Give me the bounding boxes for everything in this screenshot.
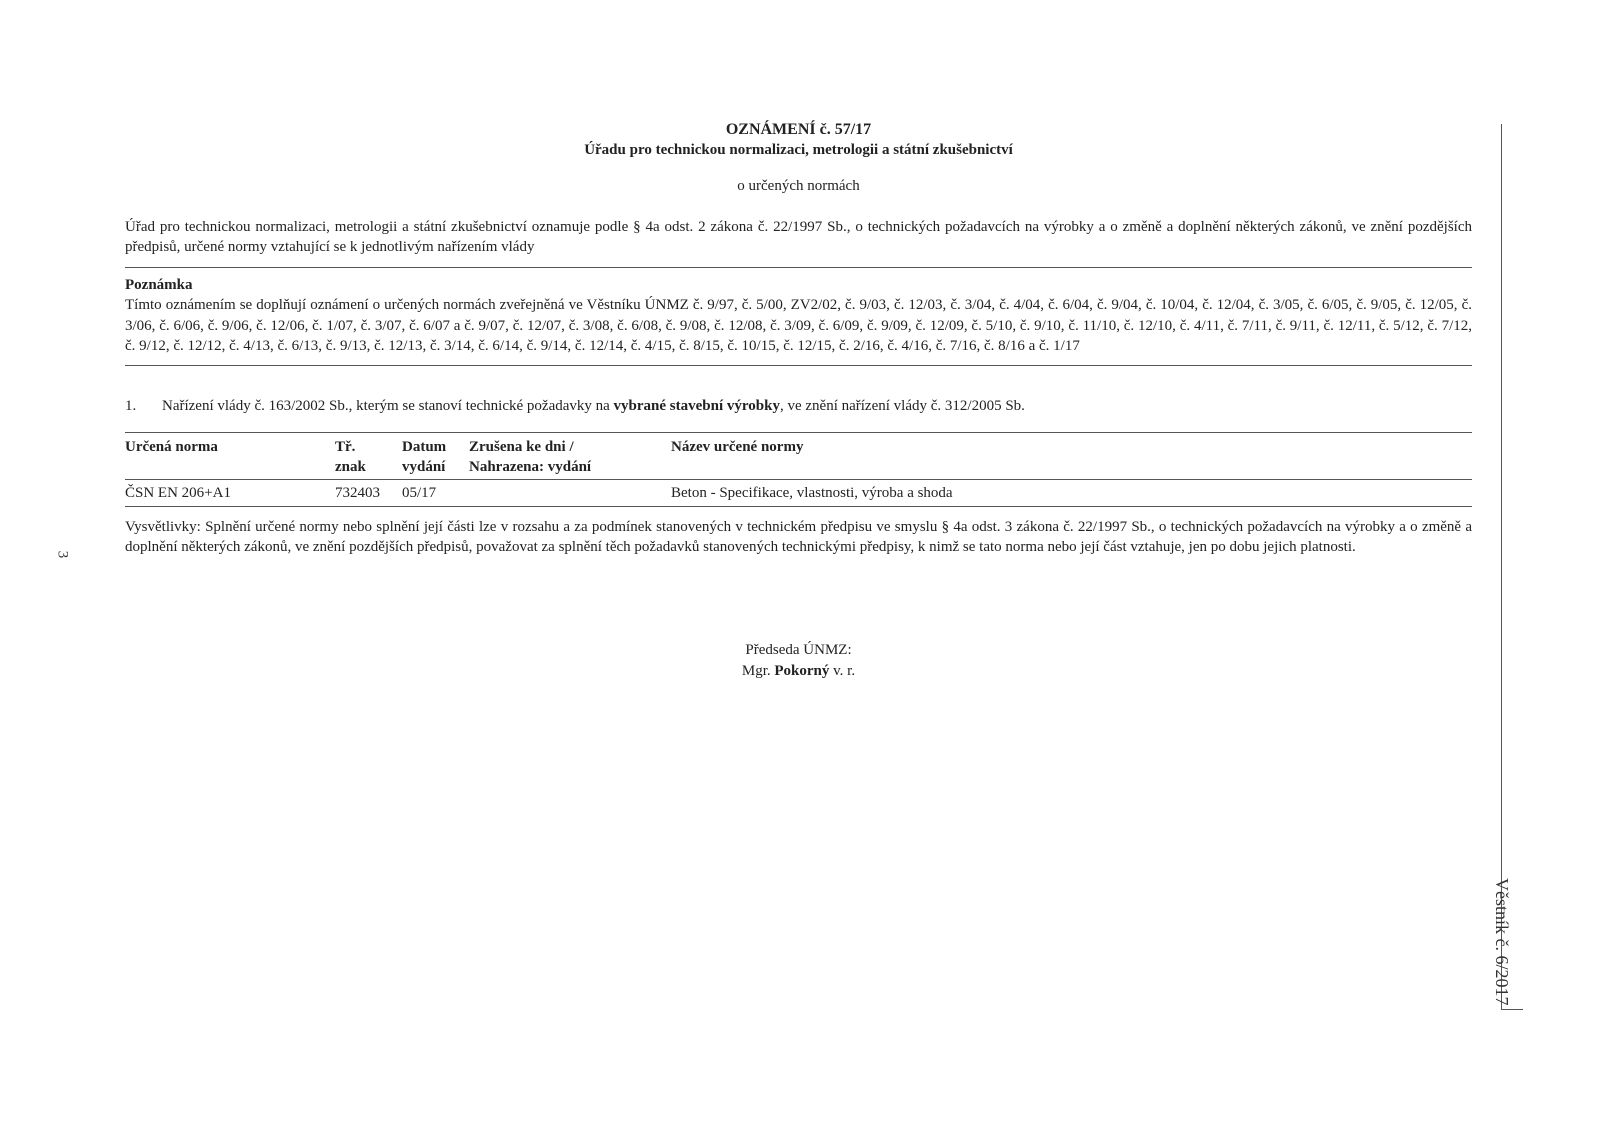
- signature-prefix: Mgr.: [741, 662, 771, 679]
- regulation-text-before: Nařízení vlády č. 163/2002 Sb., kterým se stanoví technické požadavky na: [162, 397, 614, 414]
- regulation-item: [125, 396, 1472, 417]
- table-row: [125, 480, 1472, 507]
- document-body: [125, 120, 1472, 682]
- notice-subject: o určených normách: [737, 178, 860, 194]
- header-cancelled-line1: Zrušena ke dni /: [469, 439, 574, 455]
- header-date: [402, 433, 469, 480]
- notice-title: OZNÁMENÍ č. 57/17: [725, 121, 872, 138]
- signature-suffix: v. r.: [833, 662, 856, 679]
- header-cancelled-line2: Nahrazena: vydání: [469, 459, 592, 475]
- header-class: [335, 433, 402, 480]
- signature-name: Pokorný: [774, 662, 830, 679]
- page-number: 3: [54, 550, 71, 559]
- header-norm: Určená norma: [125, 433, 335, 480]
- signature-block: [125, 640, 1472, 682]
- regulation-text-bold: vybrané stavební výrobky: [613, 397, 780, 414]
- explanation-paragraph: Vysvětlivky: Splnění určené normy nebo splnění její části lze v rozsahu a za podmínek stanovených v technickém předpisu ve smyslu § 4a odst. 3 zákona č. 22/1997 Sb., o technických požadavcích na výrobky a o změně a doplnění některých zákonů, ve znění pozdějších předpisů, považovat za splnění těch požadavků stanovených technickými předpisy, k nimž se tato norma nebo její část vztahuje, jen po dobu jejich platnosti.: [125, 518, 1472, 555]
- header-name: Název určené normy: [671, 433, 1472, 480]
- signature-line: [125, 661, 1472, 682]
- cell-norm: ČSN EN 206+A1: [125, 485, 231, 501]
- cell-name: Beton - Specifikace, vlastnosti, výroba a shoda: [671, 485, 953, 501]
- header-date-line1: Datum: [402, 439, 447, 455]
- regulation-number: 1.: [125, 397, 137, 414]
- intro-paragraph: Úřad pro technickou normalizaci, metrologii a státní zkušebnictví oznamuje podle § 4a odst. 2 zákona č. 22/1997 Sb., o technických požadavcích na výrobky a o změně a doplnění některých zákonů, ve znění pozdějších předpisů, určené normy vztahující se k jednotlivým nařízením vlády: [125, 218, 1472, 255]
- note-box: [125, 267, 1472, 366]
- header-class-line2: znak: [335, 459, 366, 475]
- header-date-line2: vydání: [402, 459, 446, 475]
- cell-cancelled: [469, 480, 671, 507]
- signature-role: Předseda ÚNMZ:: [745, 641, 852, 658]
- side-rule-end: [1501, 1009, 1523, 1010]
- cell-date: 05/17: [402, 485, 437, 501]
- journal-label-text: Věstník č. 6/2017: [1492, 878, 1512, 1006]
- cell-class: 732403: [335, 485, 380, 501]
- norm-table: [125, 432, 1472, 507]
- note-title: Poznámka: [125, 276, 193, 293]
- header-cancelled: [469, 433, 671, 480]
- regulation-text-after: , ve znění nařízení vlády č. 312/2005 Sb.: [779, 397, 1025, 414]
- table-header-row: [125, 433, 1472, 480]
- note-text: Tímto oznámením se doplňují oznámení o určených normách zveřejněná ve Věstníku ÚNMZ č. 9/97, č. 5/00, ZV2/02, č. 9/03, č. 12/03, č. 3/04, č. 4/04, č. 6/04, č. 9/04, č. 10/04, č. 12/04, č. 3/05, č. 6/05, č. 9/05, č. 12/05, č. 3/06, č. 6/06, č. 9/06, č. 12/06, č. 1/07, č. 3/07, č. 6/07 a č. 9/07, č. 12/07, č. 3/08, č. 6/08, č. 9/08, č. 12/08, č. 3/09, č. 6/09, č. 9/09, č. 12/09, č. 5/10, č. 9/10, č. 11/10, č. 12/10, č. 4/11, č. 7/11, č. 9/11, č. 12/11, č. 5/12, č. 7/12, č. 9/12, č. 12/12, č. 4/13, č. 6/13, č. 9/13, č. 12/13, č. 3/14, č. 6/14, č. 9/14, č. 12/14, č. 4/15, č. 8/15, č. 10/15, č. 12/15, č. 2/16, č. 4/16, č. 7/16, č. 8/16 a č. 1/17: [125, 297, 1472, 354]
- office-name: Úřadu pro technickou normalizaci, metrologii a státní zkušebnictví: [584, 142, 1013, 158]
- header-class-line1: Tř.: [335, 439, 356, 455]
